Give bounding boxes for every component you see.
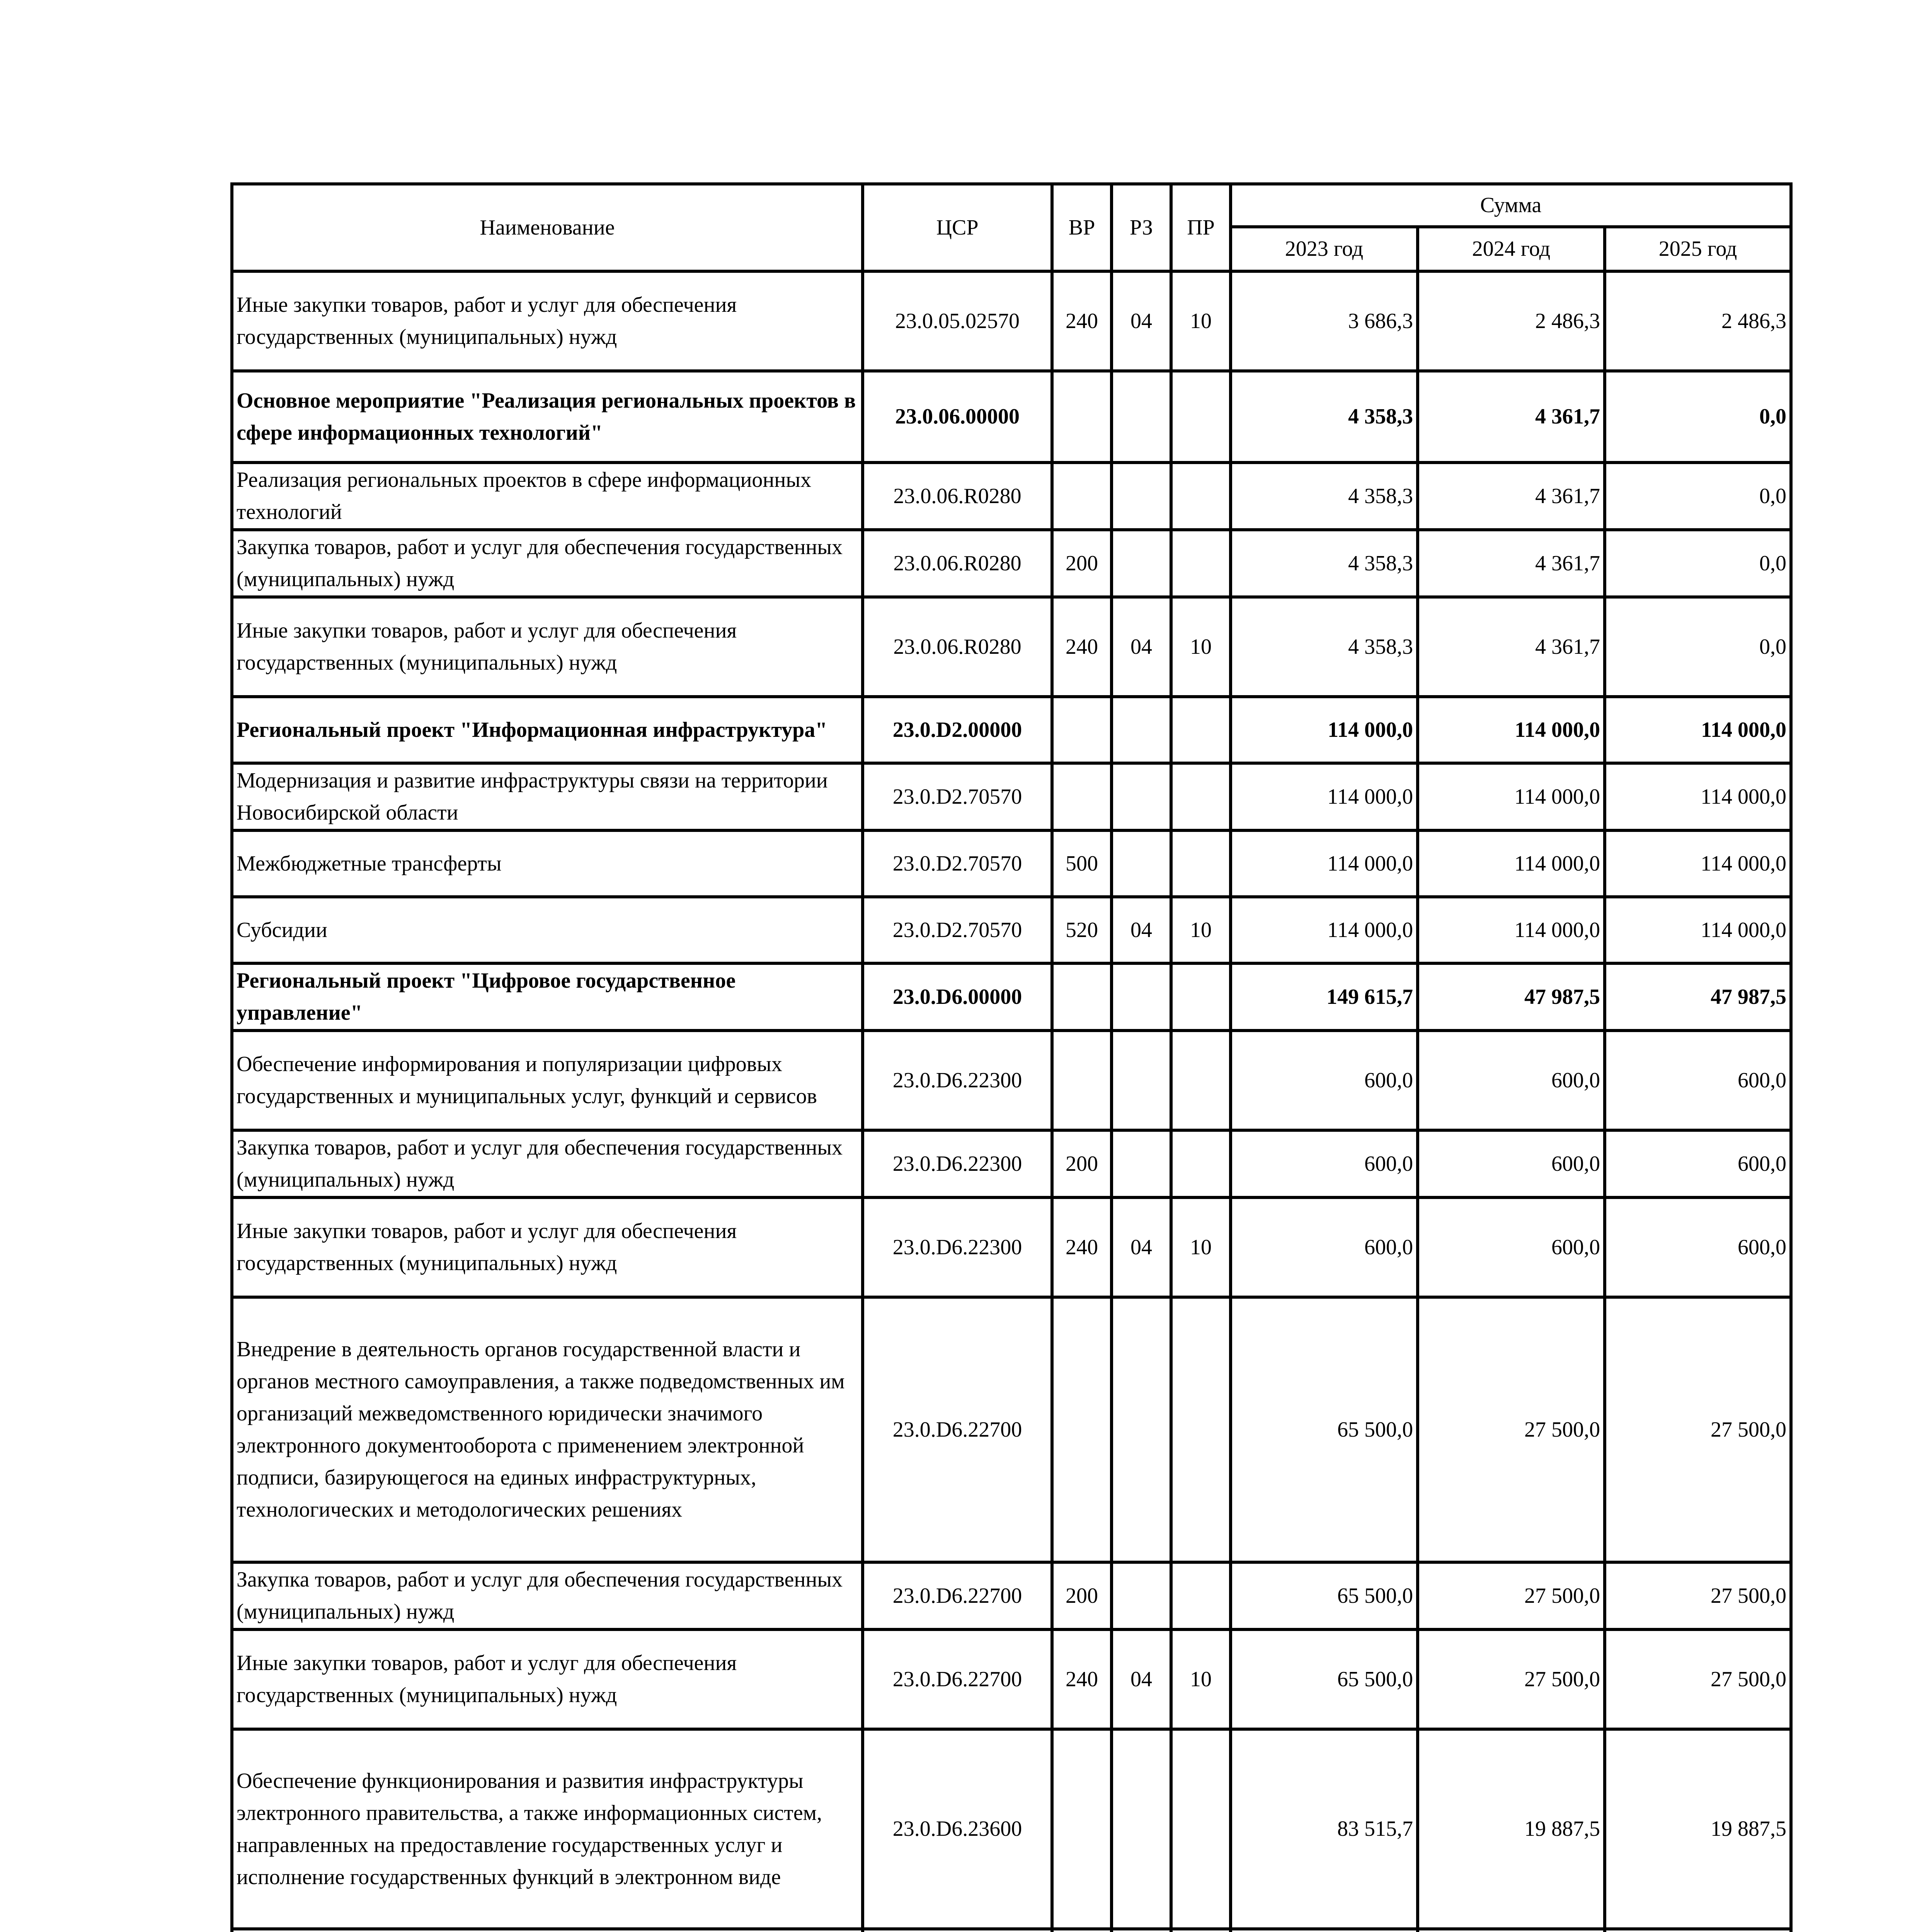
cell-pr: [1171, 1729, 1231, 1929]
cell-2024: 114 000,0: [1418, 897, 1605, 963]
cell-rz: 04: [1112, 897, 1171, 963]
cell-csr: 23.0.06.R0280: [863, 463, 1052, 530]
cell-rz: [1112, 371, 1171, 463]
cell-vr: [1052, 1929, 1112, 1932]
cell-rz: [1112, 1130, 1171, 1197]
cell-name: Внедрение в деятельность органов государственной власти и органов местного самоуправления, а также подведомственных им организаций межведомственного юридически значимого электронного документооборота с применением электронной подписи, базирующегося на единых инфраструктурных, технологических и методологических решениях: [232, 1297, 863, 1562]
cell-pr: 10: [1171, 597, 1231, 697]
cell-pr: [1171, 763, 1231, 830]
cell-name: Реализация региональных проектов в сфере информационных технологий: [232, 463, 863, 530]
cell-2023: 4 358,3: [1231, 463, 1418, 530]
cell-2023: 65 500,0: [1231, 1297, 1418, 1562]
cell-pr: [1171, 1031, 1231, 1130]
cell-pr: 10: [1171, 271, 1231, 371]
cell-pr: [1171, 697, 1231, 763]
table-row: [232, 830, 1791, 897]
cell-csr: 23.0.D6.00000: [863, 963, 1052, 1031]
cell-name: Региональный проект "Информационная инфраструктура": [232, 697, 863, 763]
cell-2024: [1418, 1929, 1605, 1932]
cell-2024: 114 000,0: [1418, 697, 1605, 763]
cell-2024: 600,0: [1418, 1031, 1605, 1130]
table-row: [232, 371, 1791, 463]
header-vr: ВР: [1052, 184, 1112, 271]
cell-2025: 114 000,0: [1605, 830, 1791, 897]
cell-vr: [1052, 1297, 1112, 1562]
cell-2023: 600,0: [1231, 1130, 1418, 1197]
cell-csr: 23.0.D2.70570: [863, 897, 1052, 963]
cell-2024: 27 500,0: [1418, 1629, 1605, 1729]
cell-rz: 04: [1112, 1197, 1171, 1297]
cell-2023: 114 000,0: [1231, 697, 1418, 763]
header-name: Наименование: [232, 184, 863, 271]
table-row: [232, 1197, 1791, 1297]
header-row: [232, 184, 1791, 227]
cell-2025: 0,0: [1605, 530, 1791, 597]
header-year-2025: 2025 год: [1605, 227, 1791, 271]
cell-csr: 23.0.05.02570: [863, 271, 1052, 371]
cell-2023: 4 358,3: [1231, 371, 1418, 463]
header-pr: ПР: [1171, 184, 1231, 271]
cell-2023: 600,0: [1231, 1197, 1418, 1297]
cell-2023: [1231, 1929, 1418, 1932]
cell-csr: 23.0.06.00000: [863, 371, 1052, 463]
cell-2023: 4 358,3: [1231, 530, 1418, 597]
cell-csr: 23.0.D2.70570: [863, 763, 1052, 830]
header-sum: Сумма: [1231, 184, 1791, 227]
cell-2024: 27 500,0: [1418, 1562, 1605, 1629]
cell-vr: 200: [1052, 530, 1112, 597]
table-row: [232, 1297, 1791, 1562]
cell-2025: [1605, 1929, 1791, 1932]
cell-rz: [1112, 763, 1171, 830]
cell-pr: [1171, 830, 1231, 897]
cell-2024: 19 887,5: [1418, 1729, 1605, 1929]
cell-csr: 23.0.D6.22300: [863, 1031, 1052, 1130]
cell-name: Модернизация и развитие инфраструктуры связи на территории Новосибирской области: [232, 763, 863, 830]
cell-2025: 600,0: [1605, 1130, 1791, 1197]
cell-pr: [1171, 371, 1231, 463]
cell-rz: [1112, 830, 1171, 897]
cell-csr: [863, 1929, 1052, 1932]
cell-pr: [1171, 1130, 1231, 1197]
cell-vr: [1052, 371, 1112, 463]
cell-vr: 200: [1052, 1130, 1112, 1197]
cell-rz: 04: [1112, 1629, 1171, 1729]
cell-csr: 23.0.06.R0280: [863, 597, 1052, 697]
cell-2025: 0,0: [1605, 463, 1791, 530]
cell-2024: 4 361,7: [1418, 463, 1605, 530]
table-row: [232, 271, 1791, 371]
cell-2024: 4 361,7: [1418, 371, 1605, 463]
cell-pr: 10: [1171, 897, 1231, 963]
cell-2025: 0,0: [1605, 597, 1791, 697]
cell-name: Обеспечение функционирования и развития инфраструктуры электронного правительства, а также информационных систем, направленных на предоставление государственных услуг и исполнение государственных функций в электронном виде: [232, 1729, 863, 1929]
cell-2023: 65 500,0: [1231, 1629, 1418, 1729]
table-row: [232, 897, 1791, 963]
cell-2025: 114 000,0: [1605, 697, 1791, 763]
cell-rz: [1112, 1929, 1171, 1932]
cell-2024: 600,0: [1418, 1197, 1605, 1297]
cell-rz: [1112, 1297, 1171, 1562]
cell-vr: 240: [1052, 597, 1112, 697]
cell-vr: 500: [1052, 830, 1112, 897]
cell-rz: [1112, 530, 1171, 597]
cell-name: Иные закупки товаров, работ и услуг для обеспечения государственных (муниципальных) нужд: [232, 597, 863, 697]
cell-rz: 04: [1112, 271, 1171, 371]
cell-csr: 23.0.D2.00000: [863, 697, 1052, 763]
cell-rz: [1112, 463, 1171, 530]
cell-csr: 23.0.D6.22700: [863, 1562, 1052, 1629]
cell-2023: 149 615,7: [1231, 963, 1418, 1031]
table-row: [232, 1031, 1791, 1130]
cell-2023: 4 358,3: [1231, 597, 1418, 697]
header-year-2023: 2023 год: [1231, 227, 1418, 271]
cell-csr: 23.0.D6.22700: [863, 1297, 1052, 1562]
cell-vr: 240: [1052, 1629, 1112, 1729]
cell-rz: [1112, 697, 1171, 763]
cell-2024: 4 361,7: [1418, 530, 1605, 597]
header-rz: РЗ: [1112, 184, 1171, 271]
cell-vr: [1052, 963, 1112, 1031]
cell-2023: 114 000,0: [1231, 830, 1418, 897]
cell-2025: 27 500,0: [1605, 1297, 1791, 1562]
cell-vr: 240: [1052, 1197, 1112, 1297]
cell-name: Обеспечение информирования и популяризации цифровых государственных и муниципальных услуг, функций и сервисов: [232, 1031, 863, 1130]
table-row: [232, 1629, 1791, 1729]
cell-2024: 4 361,7: [1418, 597, 1605, 697]
cell-name: Иные закупки товаров, работ и услуг для обеспечения государственных (муниципальных) нужд: [232, 1629, 863, 1729]
cell-2024: 114 000,0: [1418, 830, 1605, 897]
cell-2025: 0,0: [1605, 371, 1791, 463]
header-csr: ЦСР: [863, 184, 1052, 271]
header-year-2024: 2024 год: [1418, 227, 1605, 271]
cell-2024: 114 000,0: [1418, 763, 1605, 830]
table-row: [232, 597, 1791, 697]
cell-2025: 2 486,3: [1605, 271, 1791, 371]
table-row: [232, 1562, 1791, 1629]
table-row: [232, 963, 1791, 1031]
cell-2025: 600,0: [1605, 1031, 1791, 1130]
cell-2025: 114 000,0: [1605, 763, 1791, 830]
cell-pr: 10: [1171, 1197, 1231, 1297]
cell-rz: [1112, 963, 1171, 1031]
cell-2024: 600,0: [1418, 1130, 1605, 1197]
cell-vr: [1052, 763, 1112, 830]
cell-csr: 23.0.D6.22300: [863, 1130, 1052, 1197]
cell-csr: 23.0.D6.23600: [863, 1729, 1052, 1929]
cell-2023: 114 000,0: [1231, 897, 1418, 963]
cell-csr: 23.0.06.R0280: [863, 530, 1052, 597]
cell-2024: 47 987,5: [1418, 963, 1605, 1031]
cell-2023: 600,0: [1231, 1031, 1418, 1130]
cell-2025: 19 887,5: [1605, 1729, 1791, 1929]
table-row: [232, 1929, 1791, 1932]
cell-name: Закупка товаров, работ и услуг для обеспечения государственных (муниципальных) нужд: [232, 530, 863, 597]
cell-name: Иные закупки товаров, работ и услуг для обеспечения государственных (муниципальных) нужд: [232, 1197, 863, 1297]
cell-2025: 47 987,5: [1605, 963, 1791, 1031]
cell-vr: 240: [1052, 271, 1112, 371]
cell-csr: 23.0.D6.22300: [863, 1197, 1052, 1297]
cell-name: Закупка товаров, работ и услуг для обеспечения государственных (муниципальных) нужд: [232, 1130, 863, 1197]
cell-rz: [1112, 1031, 1171, 1130]
table-row: [232, 763, 1791, 830]
cell-pr: [1171, 1297, 1231, 1562]
cell-pr: [1171, 463, 1231, 530]
cell-2024: 27 500,0: [1418, 1297, 1605, 1562]
cell-name: Субсидии: [232, 897, 863, 963]
cell-pr: [1171, 530, 1231, 597]
cell-pr: [1171, 1562, 1231, 1629]
cell-2023: 114 000,0: [1231, 763, 1418, 830]
table-row: [232, 697, 1791, 763]
table-row: [232, 1729, 1791, 1929]
budget-table: [230, 182, 1793, 1932]
cell-rz: [1112, 1729, 1171, 1929]
table-row: [232, 1130, 1791, 1197]
cell-pr: [1171, 963, 1231, 1031]
cell-rz: [1112, 1562, 1171, 1629]
cell-name: Закупка товаров, работ и услуг для обеспечения государственных (муниципальных) нужд: [232, 1562, 863, 1629]
cell-vr: [1052, 1031, 1112, 1130]
cell-2025: 600,0: [1605, 1197, 1791, 1297]
table-row: [232, 463, 1791, 530]
cell-name: Региональный проект "Цифровое государственное управление": [232, 963, 863, 1031]
cell-2025: 27 500,0: [1605, 1562, 1791, 1629]
cell-name: [232, 1929, 863, 1932]
cell-vr: [1052, 1729, 1112, 1929]
cell-vr: [1052, 697, 1112, 763]
cell-name: Межбюджетные трансферты: [232, 830, 863, 897]
cell-pr: [1171, 1929, 1231, 1932]
cell-csr: 23.0.D6.22700: [863, 1629, 1052, 1729]
cell-csr: 23.0.D2.70570: [863, 830, 1052, 897]
cell-vr: 520: [1052, 897, 1112, 963]
cell-vr: [1052, 463, 1112, 530]
cell-vr: 200: [1052, 1562, 1112, 1629]
cell-2025: 114 000,0: [1605, 897, 1791, 963]
cell-2024: 2 486,3: [1418, 271, 1605, 371]
table-body: [232, 271, 1791, 1932]
cell-name: Основное мероприятие "Реализация региональных проектов в сфере информационных технологий": [232, 371, 863, 463]
cell-2023: 65 500,0: [1231, 1562, 1418, 1629]
cell-name: Иные закупки товаров, работ и услуг для обеспечения государственных (муниципальных) нужд: [232, 271, 863, 371]
cell-pr: 10: [1171, 1629, 1231, 1729]
table-row: [232, 530, 1791, 597]
cell-2025: 27 500,0: [1605, 1629, 1791, 1729]
cell-rz: 04: [1112, 597, 1171, 697]
cell-2023: 83 515,7: [1231, 1729, 1418, 1929]
cell-2023: 3 686,3: [1231, 271, 1418, 371]
